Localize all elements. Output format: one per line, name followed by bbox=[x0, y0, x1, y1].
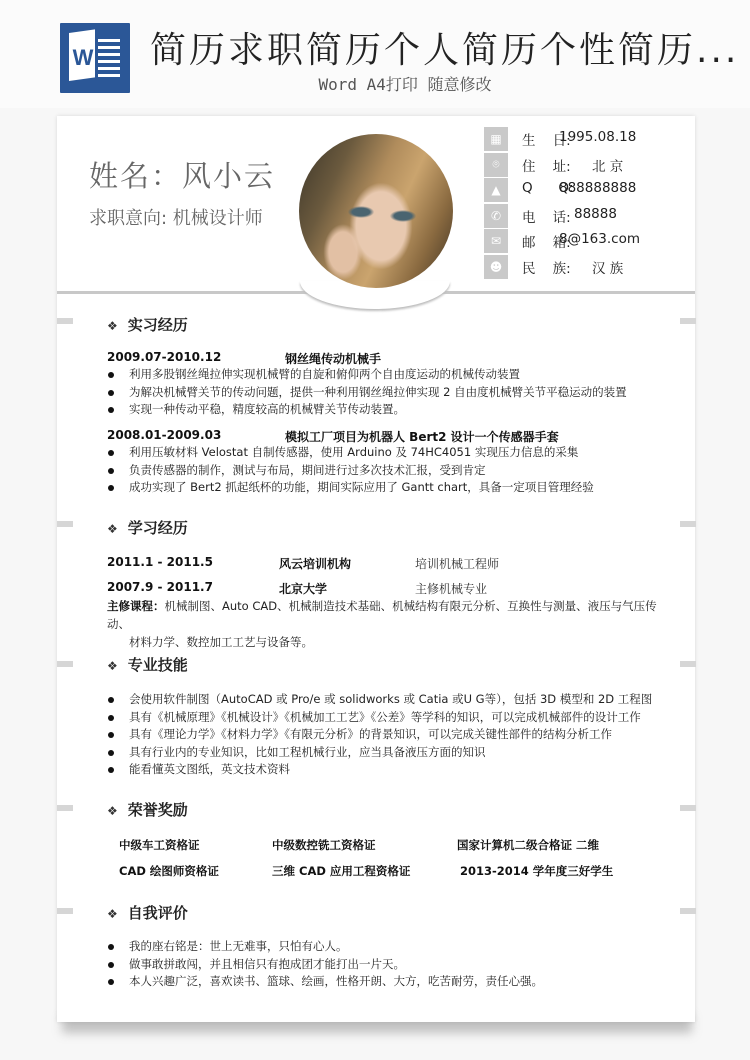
contact-email: ✉ 邮 箱: 8@163.com bbox=[484, 228, 684, 254]
courses: 主修课程：机械制图、Auto CAD、机械制造技术基础、机械结构有限元分析、互换性与测量、液压与气压传动、 材料力学、数控加工工艺与设备等。 bbox=[107, 599, 657, 649]
people-icon: ☻ bbox=[484, 255, 508, 279]
calendar-icon: ▦ bbox=[484, 127, 508, 151]
contact-birthday: ▦ 生 日: 1995.08.18 bbox=[484, 126, 684, 152]
side-tab bbox=[680, 908, 696, 914]
internship-entry-1-bullets bbox=[107, 366, 627, 419]
mail-icon: ✉ bbox=[484, 229, 508, 253]
side-tab bbox=[57, 318, 73, 324]
list-item: 做事敢拼敢闯，并且相信只有抱成团才能打出一片天。 bbox=[107, 956, 543, 974]
award-item: 2013-2014 学年度三好学生 bbox=[460, 864, 614, 878]
award-item: 中级数控铣工资格证 bbox=[272, 838, 376, 852]
list-item: 成功实现了 Bert2 抓起纸杯的功能，期间实际应用了 Gantt chart，具备一定项目管理经验 bbox=[107, 479, 594, 497]
section-title-awards: ❖ 荣誉奖励 bbox=[107, 801, 188, 819]
list-item: 利用多股钢丝绳拉伸实现机械臂的自旋和俯仰两个自由度运动的机械传动装置 bbox=[107, 366, 627, 384]
side-tab bbox=[57, 908, 73, 914]
award-item: 中级车工资格证 bbox=[119, 838, 200, 852]
section-title-self-eval: ❖ 自我评价 bbox=[107, 904, 188, 922]
list-item: 能看懂英文图纸，英文技术资料 bbox=[107, 761, 652, 779]
list-item: 具有《理论力学》《材料力学》《有限元分析》的背景知识，可以完成关键性部件的结构分析工作 bbox=[107, 726, 652, 744]
contact-address: ⌾ 住 址: 北 京 bbox=[484, 152, 684, 178]
job-intent: 求职意向: 机械设计师 bbox=[89, 208, 263, 229]
award-item: 国家计算机二级合格证 二维 bbox=[457, 838, 600, 852]
contact-qq: ▲ Q Q: 888888888 bbox=[484, 177, 684, 203]
list-item: 本人兴趣广泛，喜欢读书、篮球、绘画，性格开朗、大方，吃苦耐劳，责任心强。 bbox=[107, 973, 543, 991]
internship-entry-2-bullets bbox=[107, 444, 594, 497]
contact-list bbox=[484, 126, 684, 280]
qq-penguin-icon: ▲ bbox=[484, 178, 508, 202]
list-item: 具有《机械原理》《机械设计》《机械加工工艺》《公差》等学科的知识，可以完成机械部件的设计工作 bbox=[107, 709, 652, 727]
phone-icon: ✆ bbox=[484, 204, 508, 228]
banner bbox=[0, 0, 750, 108]
resume-page: 姓名：风小云 求职意向: 机械设计师 ▦ 生 日: 1995.08.18 ⌾ 住 址: 北 京 ▲ Q Q: 888888888 ✆ 电 话: 88888 ✉ 邮 箱: 8@163.com ☻ 民 族: 汉 族 ❖ 实习经历 2009.07-2010.12 钢丝绳传动机械手 利用多股钢丝绳拉伸实现机械臂的自旋和俯仰两个自由度运动的机械传动装置 为解决机械臂关节的传动问题，提供一种利用钢丝绳拉伸实现 2 自由度机械臂关节平稳运动的装置 实现一种传动平稳，精度较高的机械臂关节传动装置。 2008.01-2009.03 模拟工厂项目为机器人 Bert2 设计一个传感器手套 利用压敏材料 Velostat 自制传感器，使用 Arduino 及 74HC4051 实现压力信息的采集 负责传感器的制作，测试与布局，期间进行过多次技术汇报，受到肯定 成功实现了 Bert2 抓起纸杯的功能，期间实际应用了 Gantt chart，具备一定项目管理经验 ❖ 学习经历 2011.1 - 2011.5 风云培训机构 培训机械工程师 2007.9 - 2011.7 北京大学 主修机械专业 主修课程：机械制图、Auto CAD、机械制造技术基础、机械结构有限元分析、互换性与测量、液压与气压传动、 材料力学、数控加工工艺与设备等。 ❖ 专业技能 会使用软件制图（AutoCAD 或 Pro/e 或 solidworks 或 Catia 或U G等），包括 3D 模型和 2D 工程图 具有《机械原理》《机械设计》《机械加工工艺》《公差》等学科的知识，可以完成机械部件的设计工作 具有《理论力学》《材料力学》《有限元分析》的背景知识，可以完成关键性部件的结构分析工作 具有行业内的专业知识，比如工程机械行业，应当具备液压方面的知识 能看懂英文图纸，英文技术资料 ❖ 荣誉奖励 中级车工资格证 中级数控铣工资格证 国家计算机二级合格证 二维 CAD 绘图师资格证 三维 CAD 应用工程资格证 2013-2014 学年度三好学生 ❖ 自我评价 我的座右铭是：世上无难事，只怕有心人。 做事敢拼敢闯，并且相信只有抱成团才能打出一片天。 本人兴趣广泛，喜欢读书、篮球、绘画，性格开朗、大方，吃苦耐劳，责任心强。 bbox=[57, 116, 695, 1022]
internship-entry-1-header: 2009.07-2010.12 钢丝绳传动机械手 bbox=[107, 350, 382, 366]
side-tab bbox=[680, 521, 696, 527]
side-tab bbox=[680, 318, 696, 324]
document-title: 简历求职简历个人简历个性简历... bbox=[150, 30, 740, 71]
candidate-name: 姓名：风小云 bbox=[89, 159, 276, 193]
self-eval-bullets bbox=[107, 938, 543, 991]
diamond-bullet-icon: ❖ bbox=[107, 522, 118, 536]
side-tab bbox=[680, 805, 696, 811]
skills-bullets bbox=[107, 691, 652, 779]
document-subtitle: Word A4打印 随意修改 bbox=[318, 75, 492, 94]
location-pin-icon: ⌾ bbox=[484, 153, 508, 177]
list-item: 为解决机械臂关节的传动问题，提供一种利用钢丝绳拉伸实现 2 自由度机械臂关节平稳运动的装置 bbox=[107, 384, 627, 402]
section-title-internship: ❖ 实习经历 bbox=[107, 316, 188, 334]
side-tab bbox=[57, 661, 73, 667]
side-tab bbox=[57, 521, 73, 527]
diamond-bullet-icon: ❖ bbox=[107, 804, 118, 818]
diamond-bullet-icon: ❖ bbox=[107, 319, 118, 333]
side-tab bbox=[680, 661, 696, 667]
diamond-bullet-icon: ❖ bbox=[107, 907, 118, 921]
contact-phone: ✆ 电 话: 88888 bbox=[484, 203, 684, 229]
list-item: 利用压敏材料 Velostat 自制传感器，使用 Arduino 及 74HC4051 实现压力信息的采集 bbox=[107, 444, 594, 462]
avatar bbox=[299, 134, 453, 288]
list-item: 会使用软件制图（AutoCAD 或 Pro/e 或 solidworks 或 Catia 或U G等），包括 3D 模型和 2D 工程图 bbox=[107, 691, 652, 709]
list-item: 负责传感器的制作，测试与布局，期间进行过多次技术汇报，受到肯定 bbox=[107, 462, 594, 480]
list-item: 具有行业内的专业知识，比如工程机械行业，应当具备液压方面的知识 bbox=[107, 744, 652, 762]
list-item: 我的座右铭是：世上无难事，只怕有心人。 bbox=[107, 938, 543, 956]
side-tab bbox=[57, 805, 73, 811]
word-doc-icon: W bbox=[60, 23, 130, 93]
award-item: 三维 CAD 应用工程资格证 bbox=[272, 864, 411, 878]
section-title-skills: ❖ 专业技能 bbox=[107, 656, 188, 674]
list-item: 实现一种传动平稳，精度较高的机械臂关节传动装置。 bbox=[107, 401, 627, 419]
contact-ethnicity: ☻ 民 族: 汉 族 bbox=[484, 254, 684, 280]
internship-entry-2-header: 2008.01-2009.03 模拟工厂项目为机器人 Bert2 设计一个传感器手套 bbox=[107, 428, 559, 444]
section-title-education: ❖ 学习经历 bbox=[107, 519, 188, 537]
award-item: CAD 绘图师资格证 bbox=[119, 864, 219, 878]
diamond-bullet-icon: ❖ bbox=[107, 659, 118, 673]
